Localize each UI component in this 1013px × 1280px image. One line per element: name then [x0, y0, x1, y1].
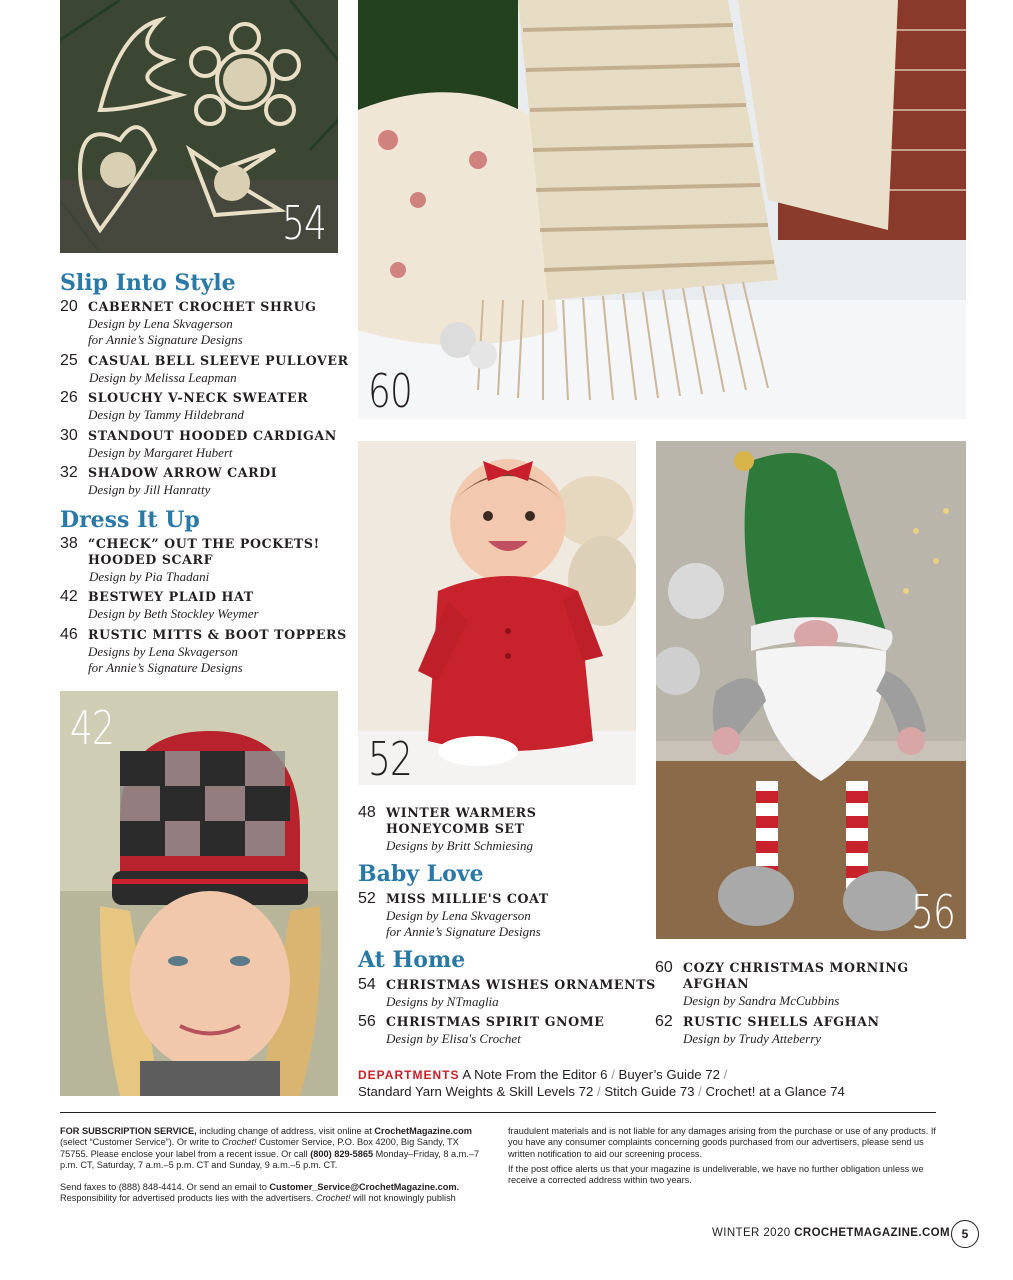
toc-page-number: 56: [358, 1013, 376, 1030]
fine-text: Customer Service, P.O. Box 4200, Big Sandy, TX 75755. Please enclose your label from a recent issue. Or call: [60, 1137, 459, 1159]
separator: /: [698, 1084, 702, 1099]
legal-paragraph: If the post office alerts us that your magazine is undeliverable, we have no further obligation unless we receive a corrected address within two years.: [508, 1163, 924, 1186]
subscription-info: [60, 1126, 480, 1205]
toc-page-number: 52: [358, 890, 376, 907]
photo-page-number: 54: [282, 196, 327, 250]
separator: /: [596, 1084, 601, 1099]
photo-christmas-ornaments: [60, 0, 338, 253]
photo-page-number: 52: [368, 732, 413, 785]
page-footer: [712, 1227, 950, 1239]
photo-page-number: 56: [911, 885, 956, 939]
toc-article-title: WINTER WARMERS: [386, 805, 537, 820]
department-link[interactable]: Standard Yarn Weights & Skill Levels 72: [358, 1084, 594, 1099]
toc-designer: Designs by Lena Skvagerson: [88, 644, 238, 659]
toc-designer-note: for Annie’s Signature Designs: [88, 332, 243, 347]
toc-article-title: CHRISTMAS WISHES ORNAMENTS: [386, 977, 656, 992]
toc-designer: Design by Melissa Leapman: [89, 370, 237, 385]
toc-article-title-line2: HONEYCOMB SET: [386, 821, 525, 836]
toc-page-number: 25: [60, 352, 78, 369]
department-link[interactable]: A Note From the Editor 6: [462, 1067, 608, 1082]
legal-paragraph: fraudulent materials and is not liable for any damages arising from the purchase or use of any products. If you have any consumer complaints concerning goods purchased from our advertisers, please send us written notification to aid our screening process.: [508, 1126, 936, 1159]
fine-text: including change of address, visit online at: [196, 1126, 375, 1136]
toc-article-title: SLOUCHY V-NECK SWEATER: [88, 390, 309, 405]
toc-article-title: CABERNET CROCHET SHRUG: [88, 299, 317, 314]
toc-designer: Designs by NTmaglia: [386, 994, 499, 1009]
photo-page-number: 60: [368, 364, 413, 418]
footer-site[interactable]: CROCHETMAGAZINE.COM: [794, 1227, 950, 1239]
toc-designer: Design by Margaret Hubert: [88, 445, 233, 460]
toc-page-number: 26: [60, 389, 78, 406]
photo-christmas-gnome: [656, 441, 966, 939]
section-title-baby-love: Baby Love: [358, 861, 484, 887]
photo-page-number: 42: [70, 701, 115, 755]
separator: /: [611, 1067, 615, 1082]
toc-page-number: 30: [60, 427, 78, 444]
section-title-slip-into-style: Slip Into Style: [60, 270, 236, 296]
email-link[interactable]: Customer_Service@CrochetMagazine.com.: [269, 1182, 460, 1193]
toc-article-title: STANDOUT HOODED CARDIGAN: [88, 428, 337, 443]
toc-article-title: “CHECK” OUT THE POCKETS!: [88, 536, 320, 551]
toc-designer: Design by Lena Skvagerson: [88, 316, 233, 331]
photo-baby-coat: [358, 441, 636, 785]
toc-article-title-line2: AFGHAN: [683, 976, 750, 991]
fax-email-paragraph: [60, 1182, 480, 1205]
photo-cozy-afghan: [358, 0, 966, 419]
toc-designer: Design by Jill Hanratty: [88, 482, 211, 497]
fine-text: (select “Customer Service”). Or write to: [60, 1137, 222, 1148]
toc-designer: Design by Elisa's Crochet: [386, 1031, 521, 1046]
section-title-dress-it-up: Dress It Up: [60, 507, 200, 533]
departments-line-2: [358, 1083, 845, 1101]
subscription-heading: FOR SUBSCRIPTION SERVICE,: [60, 1126, 197, 1136]
toc-designer-note: for Annie’s Signature Designs: [88, 660, 243, 675]
toc-designer: Design by Beth Stockley Weymer: [88, 606, 259, 621]
website-link[interactable]: CrochetMagazine.com: [374, 1126, 472, 1136]
toc-designer: Design by Sandra McCubbins: [683, 993, 840, 1008]
section-title-at-home: At Home: [358, 947, 466, 973]
toc-article-title: COZY CHRISTMAS MORNING: [683, 960, 909, 975]
toc-page-number: 42: [60, 588, 78, 605]
toc-article-title: SHADOW ARROW CARDI: [88, 465, 278, 480]
fine-text: will not knowingly publish: [350, 1193, 456, 1204]
toc-page-number: 20: [60, 298, 78, 315]
toc-designer-note: for Annie’s Signature Designs: [386, 924, 541, 939]
toc-article-title-line2: HOODED SCARF: [88, 552, 214, 567]
toc-article-title: RUSTIC SHELLS AFGHAN: [683, 1014, 880, 1029]
toc-article-title: BESTWEY PLAID HAT: [88, 589, 254, 604]
divider: [60, 1112, 936, 1113]
separator: /: [723, 1067, 728, 1082]
page-number-badge: 5: [951, 1220, 979, 1248]
fine-text: Send faxes to (888) 848-4414. Or send an email to: [60, 1182, 270, 1193]
toc-page-number: 48: [358, 804, 376, 821]
toc-designer: Design by Trudy Atteberry: [683, 1031, 822, 1046]
photo-plaid-hat: [60, 691, 338, 1096]
toc-article-title: RUSTIC MITTS & BOOT TOPPERS: [88, 627, 347, 642]
toc-designer: Design by Pia Thadani: [89, 569, 210, 584]
toc-designer: Designs by Britt Schmiesing: [386, 838, 533, 853]
departments-line-1: [358, 1066, 727, 1084]
toc-page-number: 32: [60, 464, 78, 481]
departments-label: DEPARTMENTS: [358, 1068, 460, 1082]
department-link[interactable]: Stitch Guide 73: [604, 1084, 695, 1099]
fine-text: Responsibility for advertised products lies with the advertisers.: [60, 1193, 316, 1204]
toc-page-number: 38: [60, 535, 78, 552]
department-link[interactable]: Buyer’s Guide 72: [618, 1067, 720, 1082]
toc-page-number: 62: [655, 1013, 673, 1030]
toc-page-number: 60: [655, 959, 673, 976]
toc-page-number: 54: [358, 976, 376, 993]
toc-article-title: CHRISTMAS SPIRIT GNOME: [386, 1014, 605, 1029]
legal-info: [508, 1126, 936, 1186]
magazine-name: Crochet!: [315, 1193, 351, 1204]
phone-number[interactable]: (800) 829-5865: [310, 1148, 374, 1159]
toc-designer: Design by Tammy Hildebrand: [88, 407, 244, 422]
toc-designer: Design by Lena Skvagerson: [386, 908, 531, 923]
fine-text: Monday–Friday, 8 a.m.–7 p.m. CT, Saturday, 7 a.m.–5 p.m. CT and Sunday, 9 a.m.–5 p.m. CT.: [60, 1148, 480, 1170]
department-link[interactable]: Crochet! at a Glance 74: [705, 1084, 845, 1099]
magazine-name: Crochet!: [221, 1137, 257, 1148]
toc-article-title: CASUAL BELL SLEEVE PULLOVER: [88, 353, 349, 368]
toc-article-title: MISS MILLIE'S COAT: [386, 891, 549, 906]
toc-page-number: 46: [60, 626, 78, 643]
subscription-paragraph: [60, 1126, 480, 1171]
issue-label: WINTER 2020: [712, 1227, 791, 1239]
